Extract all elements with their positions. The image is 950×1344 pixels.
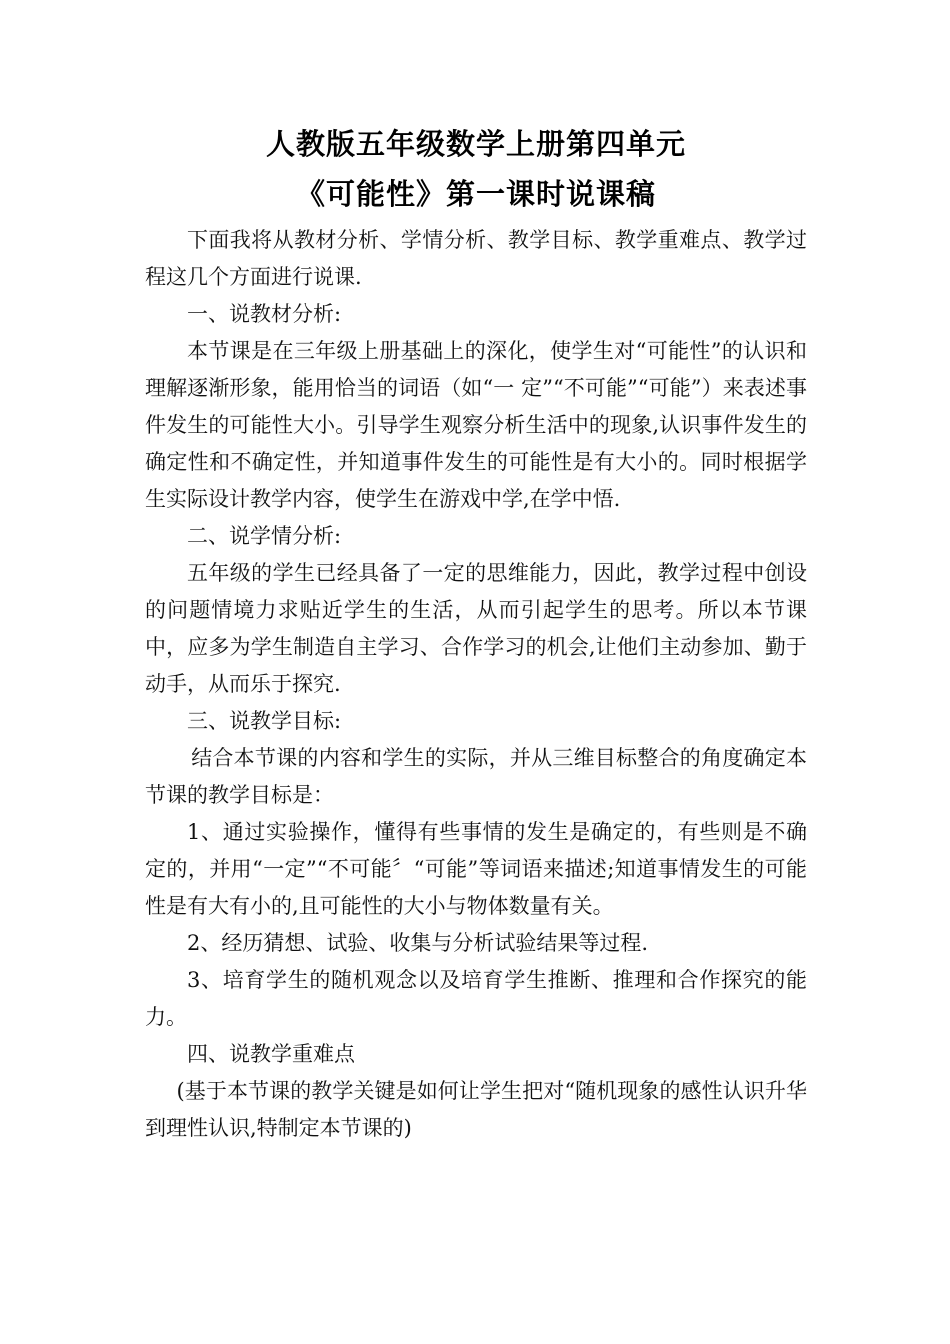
section1-body: 本节课是在三年级上册基础上的深化，使学生对“可能性”的认识和理解逐渐形象，能用恰当的词语（如“一 定”“不可能”“可能”）来表述事件发生的可能性大小。引导学生观察分析生活中的现象,认识事件发生的确定性和不确定性，并知道事件发生的可能性是有大小的。同时根据学生实际设计教学内容，使学生在游戏中学,在学中悟. bbox=[145, 339, 807, 511]
document-body bbox=[145, 222, 807, 1147]
goal-item-1: 1、通过实验操作，懂得有些事情的发生是确定的，有些则是不确定的，并用“一定”“不可能〞“可能”等词语来描述;知道事情发生的可能性是有大有小的,且可能性的大小与物体数量有关。 bbox=[145, 820, 807, 918]
section4-heading: 四、说教学重难点 bbox=[187, 1042, 355, 1066]
section3-intro: 结合本节课的内容和学生的实际，并从三维目标整合的角度确定本节课的教学目标是： bbox=[145, 746, 807, 807]
document-title-line1: 人教版五年级数学上册第四单元 bbox=[265, 127, 686, 161]
document-title-line2: 《可能性》第一课时说课稿 bbox=[295, 177, 656, 211]
section2-body: 五年级的学生已经具备了一定的思维能力，因此，教学过程中创设的问题情境力求贴近学生的生活，从而引起学生的思考。所以本节课中，应多为学生制造自主学习、合作学习的机会,让他们主动参加、勤于动手，从而乐于探究. bbox=[145, 561, 807, 696]
intro-paragraph: 下面我将从教材分析、学情分析、教学目标、教学重难点、教学过程这几个方面进行说课. bbox=[145, 228, 807, 289]
document-content bbox=[145, 120, 807, 1147]
section1-heading: 一、说教材分析: bbox=[187, 302, 342, 326]
goal-item-3: 3、培育学生的随机观念以及培育学生推断、推理和合作探究的能力。 bbox=[145, 968, 807, 1029]
section3-heading: 三、说教学目标: bbox=[187, 709, 342, 733]
section4-body: (基于本节课的教学关键是如何让学生把对“随机现象的感性认识升华到理性认识,特制定本节课的) bbox=[145, 1079, 807, 1140]
goal-item-2: 2、经历猜想、试验、收集与分析试验结果等过程. bbox=[187, 931, 649, 955]
section2-heading: 二、说学情分析: bbox=[187, 524, 342, 548]
